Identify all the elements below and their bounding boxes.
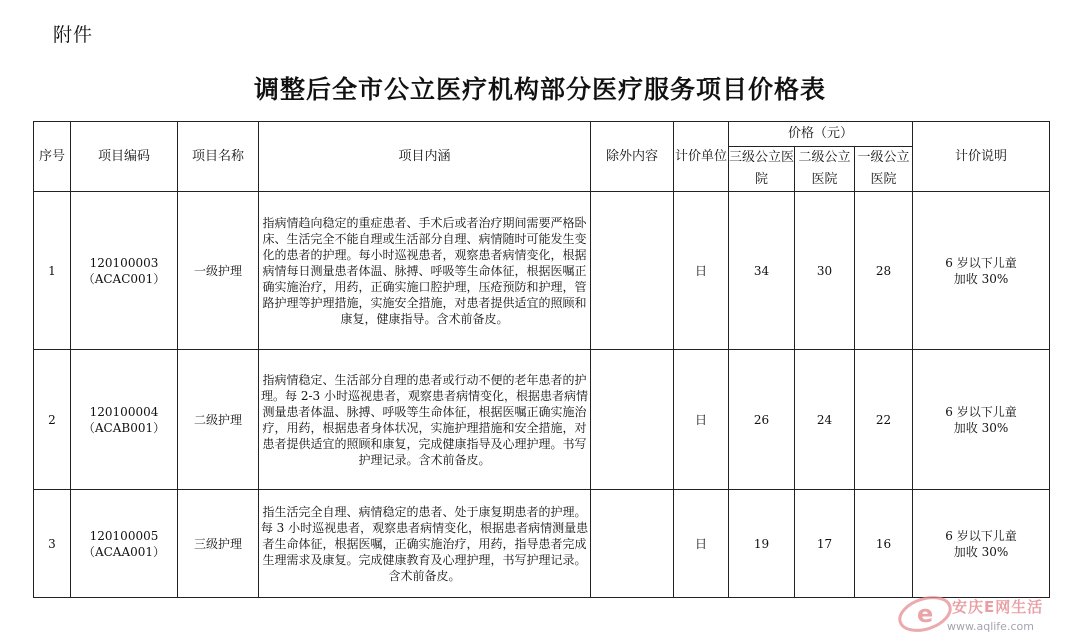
row-price-level2: 17 [795,490,855,598]
row-note-line1: 6 岁以下儿童 [945,404,1017,419]
row-note [913,350,1050,490]
row-note [913,192,1050,350]
row-code-number: 120100005 [89,528,159,543]
row-price-level1: 22 [855,350,913,490]
row-unit: 日 [674,490,729,598]
row-price-level3: 19 [729,490,795,598]
row-seq: 2 [34,350,71,490]
row-code-sub: （ACAA001） [82,544,166,559]
row-price-level3: 34 [729,192,795,350]
row-note-line2: 加收 30% [953,544,1009,559]
price-table [33,121,1050,598]
header-price-group: 价格（元） [729,122,913,147]
header-level1: 一级公立医院 [855,147,913,192]
row-price-level3: 26 [729,350,795,490]
row-exclusions [591,192,674,350]
table-row [34,192,1050,350]
page-title: 调整后全市公立医疗机构部分医疗服务项目价格表 [253,75,826,104]
row-content: 指病情稳定、生活部分自理的患者或行动不便的老年患者的护理。每 2-3 小时巡视患者，观察患者病情变化，根据患者病情测量患者体温、脉搏、呼吸等生命体征，根据医嘱正确实施治疗，用药，根据患者身体状况，实施护理措施和安全措施，对患者提供适宜的照顾和康复，完成健康指导及心理护理。书写护理记录。含术前备皮。 [259,350,591,490]
row-note-line2: 加收 30% [953,420,1009,435]
row-exclusions [591,350,674,490]
header-level3: 三级公立医院 [729,147,795,192]
attachment-label: 附件 [53,24,94,46]
header-note: 计价说明 [913,122,1050,192]
header-name: 项目名称 [178,122,259,192]
row-note-line1: 6 岁以下儿童 [945,255,1017,270]
row-name: 一级护理 [178,192,259,350]
header-unit: 计价单位 [674,122,729,192]
row-note-line1: 6 岁以下儿童 [945,528,1017,543]
row-code [71,350,178,490]
row-price-level1: 28 [855,192,913,350]
row-code [71,192,178,350]
row-name: 二级护理 [178,350,259,490]
svg-text:e: e [917,600,934,628]
row-exclusions [591,490,674,598]
row-content: 指生活完全自理、病情稳定的患者、处于康复期患者的护理。每 3 小时巡视患者，观察患者病情变化，根据患者病情测量患者生命体征，根据医嘱，正确实施治疗，用药，指导患者完成生理需求及康复。完成健康教育及心理护理，书写护理记录。含术前备皮。 [259,490,591,598]
row-note [913,490,1050,598]
watermark-text: 安庆E网生活 [952,598,1044,616]
header-exclusions: 除外内容 [591,122,674,192]
table-row [34,350,1050,490]
row-price-level2: 24 [795,350,855,490]
row-name: 三级护理 [178,490,259,598]
row-seq: 1 [34,192,71,350]
row-code-sub: （ACAB001） [82,420,166,435]
row-unit: 日 [674,192,729,350]
row-price-level2: 30 [795,192,855,350]
row-price-level1: 16 [855,490,913,598]
row-content: 指病情趋向稳定的重症患者、手术后或者治疗期间需要严格卧床、生活完全不能自理或生活部分自理、病情随时可能发生变化的患者的护理。每小时巡视患者，观察患者病情变化，根据病情每日测量患者体温、脉搏、呼吸等生命体征，根据医嘱正确实施治疗，用药，正确实施口腔护理，压疮预防和护理，管路护理等护理措施，实施安全措施，对患者提供适宜的照顾和康复，健康指导。含术前备皮。 [259,192,591,350]
row-seq: 3 [34,490,71,598]
header-seq: 序号 [34,122,71,192]
row-code [71,490,178,598]
row-unit: 日 [674,350,729,490]
row-code-sub: （ACAC001） [82,271,166,286]
row-code-number: 120100004 [89,404,159,419]
header-level2: 二级公立医院 [795,147,855,192]
table-row [34,490,1050,598]
row-code-number: 120100003 [89,255,159,270]
row-note-line2: 加收 30% [953,271,1009,286]
watermark-url: www.aqlife.com [947,620,1034,633]
header-code: 项目编码 [71,122,178,192]
header-content: 项目内涵 [259,122,591,192]
